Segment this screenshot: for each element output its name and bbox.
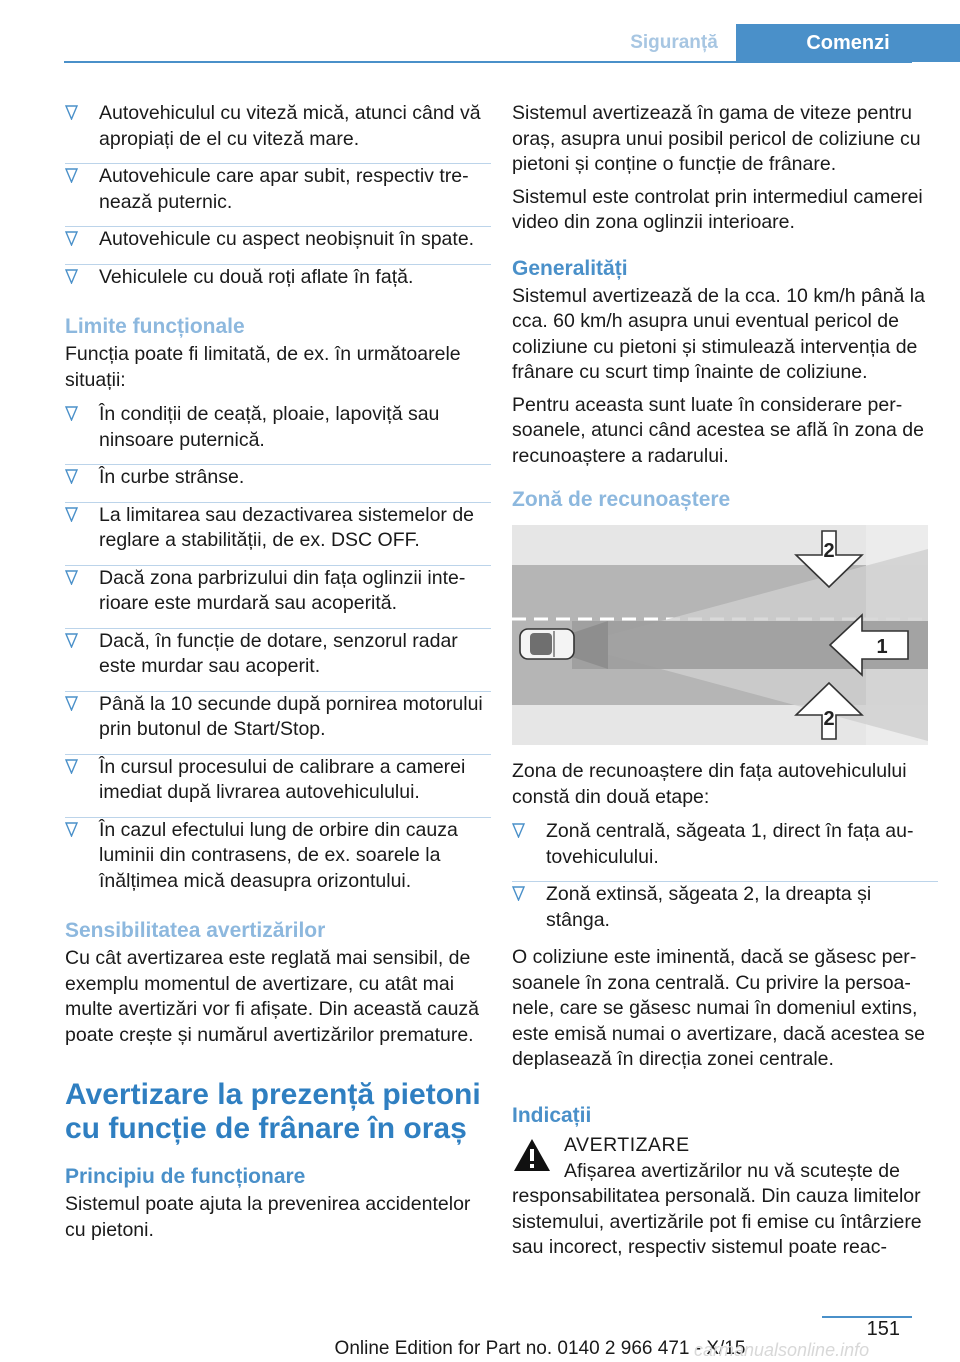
detection-zone-diagram bbox=[512, 525, 928, 745]
list-item: În curbe strânse. bbox=[65, 465, 483, 497]
limits-heading: Limite funcționale bbox=[65, 315, 245, 338]
header-divider bbox=[64, 61, 912, 63]
triangle-bullet-icon bbox=[65, 269, 78, 284]
triangle-bullet-icon bbox=[512, 823, 525, 838]
general-heading: Generalități bbox=[512, 256, 628, 280]
list-item: În cazul efectului lung de orbire din cauza luminii din contrasens, de ex. soarele la înălțimea mică deasupra orizontului. bbox=[65, 818, 483, 901]
triangle-bullet-icon bbox=[512, 886, 525, 901]
right-column bbox=[512, 101, 930, 1261]
triangle-bullet-icon bbox=[65, 105, 78, 120]
general-paragraph-2: Pentru aceasta sunt luate în considerare persoanele, atunci când acestea se află în zona de recunoaștere a radarului. bbox=[512, 393, 924, 467]
principle-heading: Principiu de funcționare bbox=[65, 1165, 306, 1188]
triangle-bullet-icon bbox=[65, 633, 78, 648]
triangle-bullet-icon bbox=[65, 231, 78, 246]
zone-text: Zona de recunoaștere din fața autovehiculului constă din două etape: bbox=[512, 760, 907, 808]
principle-text: Sistemul poate ajuta la prevenirea accidentelor cu pietoni. bbox=[65, 1193, 471, 1241]
triangle-bullet-icon bbox=[65, 822, 78, 837]
warning-block bbox=[512, 1131, 930, 1261]
intro-paragraph-1: Sistemul avertizează în gama de viteze pentru oraș, asupra unui posibil pericol de coliziune cu pietoni și conține o funcție de frânare. bbox=[512, 102, 921, 175]
page-header bbox=[612, 24, 960, 62]
general-paragraph-1: Sistemul avertizează de la cca. 10 km/h până la cca. 60 km/h asupra unui eventual pericol de coliziune cu pietoni și stimulează intervenția de frânare cu scurt timp înainte de coliziune. bbox=[512, 284, 925, 383]
list-item: Zonă extinsă, săgeata 2, la dreapta și stânga. bbox=[512, 882, 930, 939]
triangle-bullet-icon bbox=[65, 570, 78, 585]
sensitivity-heading: Sensibilitatea avertizărilor bbox=[65, 919, 326, 942]
tab-comenzi[interactable]: Comenzi bbox=[736, 24, 960, 62]
notes-heading: Indicații bbox=[512, 1103, 592, 1127]
triangle-bullet-icon bbox=[65, 469, 78, 484]
limits-list bbox=[65, 402, 483, 900]
triangle-bullet-icon bbox=[65, 759, 78, 774]
list-item: Până la 10 secunde după pornirea motorului prin butonul de Start/Stop. bbox=[65, 692, 483, 749]
list-item: Dacă zona parbrizului din fața oglinzii interioare este murdară sau acoperită. bbox=[65, 566, 483, 623]
edition-footer: Online Edition for Part no. 0140 2 966 471 - X/15 bbox=[334, 1338, 746, 1359]
zone-heading: Zonă de recunoaștere bbox=[512, 488, 731, 511]
page-number: 151 bbox=[866, 1318, 900, 1340]
list-item: La limitarea sau dezactivarea sistemelor de reglare a stabilității, de ex. DSC OFF. bbox=[65, 503, 483, 560]
arrow-bottom-label: 2 bbox=[823, 708, 835, 730]
warning-title: AVERTIZARE bbox=[564, 1133, 690, 1156]
list-item: Autovehicule cu aspect neobișnuit în spate. bbox=[65, 227, 483, 259]
list-item: Zonă centrală, săgeata 1, direct în fața autovehiculului. bbox=[512, 819, 930, 876]
triangle-bullet-icon bbox=[65, 168, 78, 183]
triangle-bullet-icon bbox=[65, 696, 78, 711]
list-item: În cursul procesului de calibrare a camerei imediat după livrarea autovehiculului. bbox=[65, 755, 483, 812]
left-column bbox=[65, 101, 483, 1250]
car-icon bbox=[520, 629, 574, 659]
list-item: Autovehiculul cu viteză mică, atunci când vă apropiați de el cu viteză mare. bbox=[65, 101, 483, 158]
vehicle-list bbox=[65, 101, 483, 296]
collision-text: O coliziune este iminentă, dacă se găsesc persoanele în zona centrală. Cu privire la persoanele, care se găsesc numai în domeniul extins, este emisă numai o avertizare, dacă acestea se deplasează în direcția zonei centrale. bbox=[512, 946, 925, 1070]
sensitivity-text: Cu cât avertizarea este reglată mai sensibil, de exemplu momentul de avertizare, cu atât mai multe avertizări vor fi afișate. Din această cauză poate crește și numărul avertizărilor premature. bbox=[65, 947, 480, 1046]
warning-triangle-icon bbox=[512, 1137, 552, 1173]
detection-zone-figure bbox=[512, 525, 928, 745]
warning-text: Afișarea avertizărilor nu vă scutește de responsabilitatea personală. Din cauza limitelor sistemului, avertizările pot fi emise cu întârziere sau incorect, respectiv sistemul poate reac- bbox=[512, 1159, 922, 1258]
zone-list bbox=[512, 819, 930, 939]
triangle-bullet-icon bbox=[65, 406, 78, 421]
list-item: Dacă, în funcție de dotare, senzorul radar este murdar sau acoperit. bbox=[65, 629, 483, 686]
tab-siguranta[interactable]: Siguranță bbox=[630, 32, 718, 53]
arrow-top-label: 2 bbox=[823, 540, 835, 562]
main-heading: Avertizare la prezență pietoni cu funcție de frânare în oraș bbox=[65, 1078, 481, 1145]
arrow-center-label: 1 bbox=[876, 636, 888, 658]
list-item: În condiții de ceață, ploaie, lapoviță sau ninsoare puternică. bbox=[65, 402, 483, 459]
watermark-text: carmanualsonline.info bbox=[694, 1340, 870, 1360]
limits-intro: Funcția poate fi limitată, de ex. în următoarele situații: bbox=[65, 343, 461, 391]
list-item: Autovehicule care apar subit, respectiv trenează puternic. bbox=[65, 164, 483, 221]
list-item: Vehiculele cu două roți aflate în față. bbox=[65, 265, 483, 297]
triangle-bullet-icon bbox=[65, 507, 78, 522]
intro-paragraph-2: Sistemul este controlat prin intermediul camerei video din zona oglinzii interioare. bbox=[512, 185, 923, 233]
